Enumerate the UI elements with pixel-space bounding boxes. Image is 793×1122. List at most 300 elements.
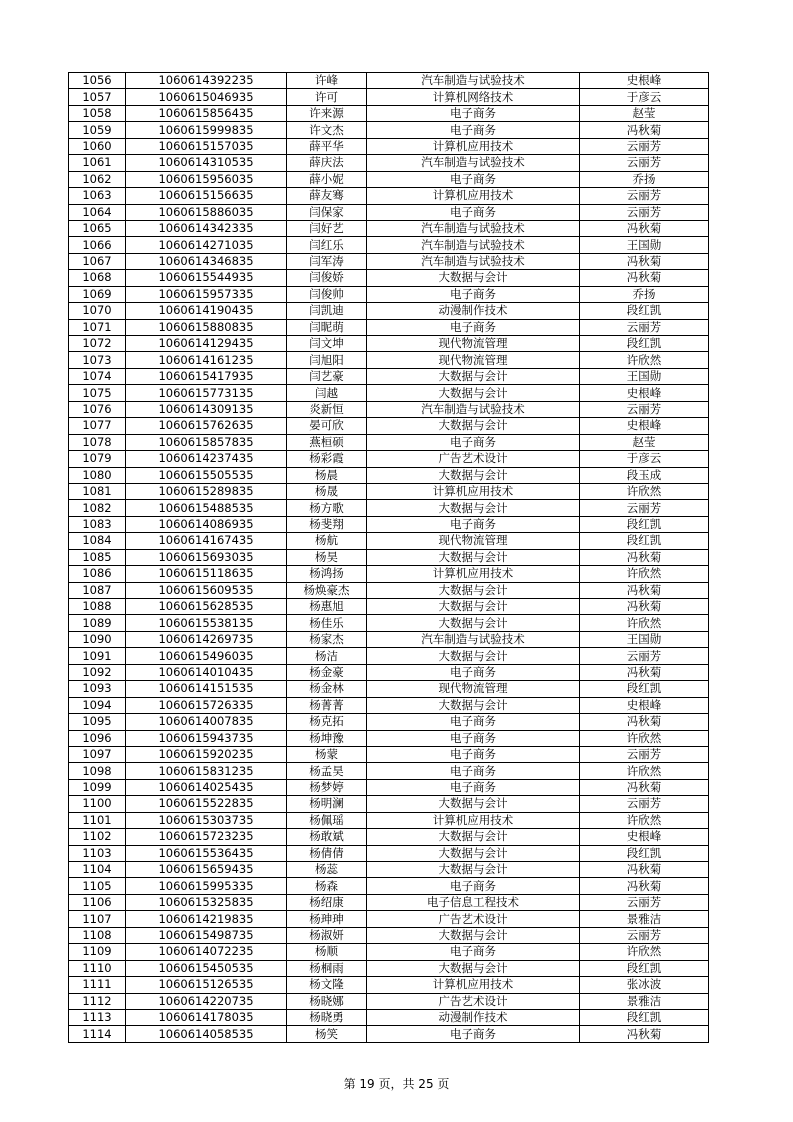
student-id-cell: 1060615831235 [126,763,287,779]
student-id-cell: 1060615289835 [126,483,287,499]
teacher-cell: 冯秋菊 [580,779,709,795]
student-id-cell: 1060615126535 [126,977,287,993]
student-id-cell: 1060615536435 [126,845,287,861]
table-row [69,533,709,549]
table-row [69,599,709,615]
teacher-cell: 王国勋 [580,237,709,253]
teacher-cell: 史根峰 [580,385,709,401]
student-name-cell: 杨绍康 [287,894,367,910]
major-cell: 大数据与会计 [367,368,580,384]
student-id-cell: 1060615498735 [126,927,287,943]
row-number-cell: 1102 [69,829,126,845]
table-row [69,1009,709,1025]
row-number-cell: 1097 [69,746,126,762]
row-number-cell: 1068 [69,270,126,286]
table-row [69,878,709,894]
major-cell: 电子信息工程技术 [367,894,580,910]
teacher-cell: 云丽芳 [580,401,709,417]
major-cell: 大数据与会计 [367,418,580,434]
table-row [69,89,709,105]
student-name-cell: 杨蕊 [287,862,367,878]
page-footer: 第 19 页，共 25 页 [343,1077,450,1091]
row-number-cell: 1090 [69,631,126,647]
teacher-cell: 段玉成 [580,467,709,483]
student-id-cell: 1060614178035 [126,1009,287,1025]
major-cell: 计算机应用技术 [367,977,580,993]
student-name-cell: 闫艺豪 [287,368,367,384]
student-name-cell: 杨晓勇 [287,1009,367,1025]
student-name-cell: 杨梦婷 [287,779,367,795]
student-name-cell: 闫保家 [287,204,367,220]
student-id-cell: 1060615886035 [126,204,287,220]
teacher-cell: 史根峰 [580,829,709,845]
teacher-cell: 冯秋菊 [580,664,709,680]
roster-body [69,73,709,1043]
table-row [69,368,709,384]
table-row [69,253,709,269]
table-row [69,944,709,960]
table-row [69,763,709,779]
student-name-cell: 杨金豪 [287,664,367,680]
table-row [69,286,709,302]
row-number-cell: 1077 [69,418,126,434]
student-name-cell: 杨昊 [287,549,367,565]
major-cell: 计算机应用技术 [367,483,580,499]
student-name-cell: 闫旭阳 [287,352,367,368]
table-row [69,73,709,89]
major-cell: 汽车制造与试验技术 [367,73,580,89]
teacher-cell: 乔扬 [580,286,709,302]
student-id-cell: 1060614342335 [126,220,287,236]
student-name-cell: 杨笑 [287,1026,367,1042]
table-row [69,993,709,1009]
student-id-cell: 1060614310535 [126,155,287,171]
student-id-cell: 1060615857835 [126,434,287,450]
student-id-cell: 1060614237435 [126,451,287,467]
major-cell: 电子商务 [367,664,580,680]
table-row [69,779,709,795]
row-number-cell: 1060 [69,138,126,154]
student-id-cell: 1060614346835 [126,253,287,269]
major-cell: 广告艺术设计 [367,993,580,1009]
teacher-cell: 史根峰 [580,73,709,89]
teacher-cell: 王国勋 [580,368,709,384]
student-name-cell: 闫越 [287,385,367,401]
student-name-cell: 许来源 [287,105,367,121]
student-id-cell: 1060614220735 [126,993,287,1009]
teacher-cell: 赵莹 [580,434,709,450]
major-cell: 电子商务 [367,1026,580,1042]
major-cell: 大数据与会计 [367,829,580,845]
row-number-cell: 1089 [69,615,126,631]
table-row [69,220,709,236]
student-name-cell: 杨桐雨 [287,960,367,976]
student-name-cell: 杨鸿扬 [287,566,367,582]
student-name-cell: 闫凯迪 [287,303,367,319]
row-number-cell: 1107 [69,911,126,927]
table-row [69,171,709,187]
table-row [69,385,709,401]
student-id-cell: 1060614058535 [126,1026,287,1042]
table-row [69,911,709,927]
row-number-cell: 1082 [69,500,126,516]
student-name-cell: 杨金林 [287,681,367,697]
table-row [69,829,709,845]
table-row [69,927,709,943]
major-cell: 大数据与会计 [367,615,580,631]
teacher-cell: 冯秋菊 [580,878,709,894]
row-number-cell: 1057 [69,89,126,105]
row-number-cell: 1086 [69,566,126,582]
student-id-cell: 1060614392235 [126,73,287,89]
major-cell: 大数据与会计 [367,385,580,401]
row-number-cell: 1091 [69,648,126,664]
major-cell: 大数据与会计 [367,697,580,713]
student-name-cell: 燕桓硕 [287,434,367,450]
table-row [69,862,709,878]
major-cell: 电子商务 [367,746,580,762]
table-row [69,270,709,286]
teacher-cell: 冯秋菊 [580,1026,709,1042]
teacher-cell: 冯秋菊 [580,270,709,286]
teacher-cell: 许欣然 [580,944,709,960]
table-row [69,746,709,762]
table-row [69,122,709,138]
major-cell: 计算机应用技术 [367,138,580,154]
student-name-cell: 杨敢斌 [287,829,367,845]
major-cell: 大数据与会计 [367,648,580,664]
major-cell: 电子商务 [367,516,580,532]
teacher-cell: 许欣然 [580,730,709,746]
student-id-cell: 1060614161235 [126,352,287,368]
student-name-cell: 闫红乐 [287,237,367,253]
student-name-cell: 许峰 [287,73,367,89]
student-name-cell: 杨顺 [287,944,367,960]
student-name-cell: 炎新恒 [287,401,367,417]
row-number-cell: 1093 [69,681,126,697]
table-row [69,188,709,204]
teacher-cell: 冯秋菊 [580,582,709,598]
teacher-cell: 赵莹 [580,105,709,121]
major-cell: 电子商务 [367,434,580,450]
major-cell: 电子商务 [367,105,580,121]
major-cell: 大数据与会计 [367,796,580,812]
table-row [69,483,709,499]
major-cell: 大数据与会计 [367,500,580,516]
student-id-cell: 1060615723235 [126,829,287,845]
major-cell: 汽车制造与试验技术 [367,237,580,253]
major-cell: 汽车制造与试验技术 [367,401,580,417]
student-name-cell: 杨文隆 [287,977,367,993]
teacher-cell: 冯秋菊 [580,599,709,615]
teacher-cell: 段红凯 [580,845,709,861]
student-id-cell: 1060615773135 [126,385,287,401]
table-row [69,401,709,417]
table-row [69,582,709,598]
row-number-cell: 1101 [69,812,126,828]
teacher-cell: 段红凯 [580,960,709,976]
major-cell: 动漫制作技术 [367,1009,580,1025]
teacher-cell: 云丽芳 [580,927,709,943]
major-cell: 动漫制作技术 [367,303,580,319]
row-number-cell: 1085 [69,549,126,565]
student-id-cell: 1060615450535 [126,960,287,976]
student-id-cell: 1060615118635 [126,566,287,582]
row-number-cell: 1063 [69,188,126,204]
table-row [69,319,709,335]
student-roster-table [68,72,709,1043]
student-id-cell: 1060615880835 [126,319,287,335]
student-id-cell: 1060615303735 [126,812,287,828]
table-row [69,631,709,647]
teacher-cell: 景雅洁 [580,993,709,1009]
row-number-cell: 1066 [69,237,126,253]
student-name-cell: 杨斐翔 [287,516,367,532]
row-number-cell: 1075 [69,385,126,401]
major-cell: 电子商务 [367,714,580,730]
student-id-cell: 1060614269735 [126,631,287,647]
table-row [69,204,709,220]
teacher-cell: 段红凯 [580,516,709,532]
student-id-cell: 1060614167435 [126,533,287,549]
row-number-cell: 1104 [69,862,126,878]
major-cell: 电子商务 [367,763,580,779]
major-cell: 电子商务 [367,779,580,795]
student-id-cell: 1060614010435 [126,664,287,680]
student-name-cell: 杨焕豪杰 [287,582,367,598]
major-cell: 广告艺术设计 [367,451,580,467]
teacher-cell: 段红凯 [580,303,709,319]
student-name-cell: 杨明澜 [287,796,367,812]
row-number-cell: 1059 [69,122,126,138]
student-name-cell: 薛友骞 [287,188,367,204]
student-id-cell: 1060615522835 [126,796,287,812]
student-id-cell: 1060615726335 [126,697,287,713]
student-id-cell: 1060615496035 [126,648,287,664]
student-name-cell: 杨克拓 [287,714,367,730]
student-id-cell: 1060615957335 [126,286,287,302]
student-name-cell: 晏可欣 [287,418,367,434]
student-name-cell: 闫军涛 [287,253,367,269]
row-number-cell: 1070 [69,303,126,319]
major-cell: 现代物流管理 [367,336,580,352]
row-number-cell: 1112 [69,993,126,1009]
student-id-cell: 1060615995335 [126,878,287,894]
row-number-cell: 1100 [69,796,126,812]
teacher-cell: 段红凯 [580,681,709,697]
student-name-cell: 许可 [287,89,367,105]
row-number-cell: 1058 [69,105,126,121]
student-id-cell: 1060615538135 [126,615,287,631]
teacher-cell: 云丽芳 [580,319,709,335]
table-row [69,336,709,352]
major-cell: 大数据与会计 [367,467,580,483]
table-row [69,845,709,861]
table-row [69,451,709,467]
row-number-cell: 1078 [69,434,126,450]
teacher-cell: 史根峰 [580,697,709,713]
student-name-cell: 薛庆法 [287,155,367,171]
row-number-cell: 1092 [69,664,126,680]
student-name-cell: 薛小妮 [287,171,367,187]
table-row [69,977,709,993]
table-row [69,237,709,253]
row-number-cell: 1084 [69,533,126,549]
student-name-cell: 杨惠旭 [287,599,367,615]
teacher-cell: 段红凯 [580,336,709,352]
row-number-cell: 1061 [69,155,126,171]
student-name-cell: 杨晓娜 [287,993,367,1009]
major-cell: 计算机应用技术 [367,566,580,582]
table-row [69,730,709,746]
row-number-cell: 1071 [69,319,126,335]
teacher-cell: 云丽芳 [580,204,709,220]
student-id-cell: 1060615628535 [126,599,287,615]
student-id-cell: 1060614271035 [126,237,287,253]
student-id-cell: 1060614007835 [126,714,287,730]
teacher-cell: 云丽芳 [580,500,709,516]
major-cell: 现代物流管理 [367,352,580,368]
row-number-cell: 1073 [69,352,126,368]
major-cell: 大数据与会计 [367,270,580,286]
row-number-cell: 1067 [69,253,126,269]
student-name-cell: 杨佩瑶 [287,812,367,828]
student-name-cell: 杨方歌 [287,500,367,516]
table-row [69,796,709,812]
teacher-cell: 冯秋菊 [580,549,709,565]
teacher-cell: 许欣然 [580,763,709,779]
table-row [69,812,709,828]
student-id-cell: 1060615659435 [126,862,287,878]
row-number-cell: 1072 [69,336,126,352]
student-name-cell: 杨洁 [287,648,367,664]
teacher-cell: 冯秋菊 [580,714,709,730]
teacher-cell: 王国勋 [580,631,709,647]
student-name-cell: 杨晟 [287,483,367,499]
student-id-cell: 1060615762635 [126,418,287,434]
student-id-cell: 1060614086935 [126,516,287,532]
row-number-cell: 1080 [69,467,126,483]
row-number-cell: 1083 [69,516,126,532]
table-row [69,105,709,121]
student-name-cell: 杨家杰 [287,631,367,647]
student-name-cell: 杨珅珅 [287,911,367,927]
teacher-cell: 云丽芳 [580,138,709,154]
table-row [69,516,709,532]
student-name-cell: 薛平华 [287,138,367,154]
teacher-cell: 段红凯 [580,1009,709,1025]
major-cell: 电子商务 [367,944,580,960]
major-cell: 电子商务 [367,878,580,894]
teacher-cell: 冯秋菊 [580,253,709,269]
student-id-cell: 1060614129435 [126,336,287,352]
major-cell: 现代物流管理 [367,533,580,549]
student-name-cell: 闫昵萌 [287,319,367,335]
major-cell: 电子商务 [367,171,580,187]
student-name-cell: 许文杰 [287,122,367,138]
row-number-cell: 1076 [69,401,126,417]
major-cell: 大数据与会计 [367,582,580,598]
row-number-cell: 1087 [69,582,126,598]
row-number-cell: 1111 [69,977,126,993]
row-number-cell: 1065 [69,220,126,236]
row-number-cell: 1062 [69,171,126,187]
major-cell: 汽车制造与试验技术 [367,631,580,647]
table-row [69,648,709,664]
student-name-cell: 杨森 [287,878,367,894]
table-row [69,138,709,154]
row-number-cell: 1095 [69,714,126,730]
major-cell: 大数据与会计 [367,549,580,565]
row-number-cell: 1099 [69,779,126,795]
student-id-cell: 1060615156635 [126,188,287,204]
teacher-cell: 云丽芳 [580,155,709,171]
row-number-cell: 1064 [69,204,126,220]
major-cell: 大数据与会计 [367,599,580,615]
major-cell: 电子商务 [367,286,580,302]
major-cell: 汽车制造与试验技术 [367,155,580,171]
student-name-cell: 杨淑妍 [287,927,367,943]
table-row [69,467,709,483]
row-number-cell: 1069 [69,286,126,302]
teacher-cell: 段红凯 [580,533,709,549]
student-id-cell: 1060615943735 [126,730,287,746]
student-id-cell: 1060615325835 [126,894,287,910]
table-row [69,155,709,171]
table-row [69,500,709,516]
student-id-cell: 1060614190435 [126,303,287,319]
table-row [69,352,709,368]
student-id-cell: 1060615505535 [126,467,287,483]
table-row [69,418,709,434]
row-number-cell: 1109 [69,944,126,960]
student-name-cell: 闫文坤 [287,336,367,352]
student-name-cell: 杨晨 [287,467,367,483]
row-number-cell: 1088 [69,599,126,615]
student-id-cell: 1060615609535 [126,582,287,598]
student-name-cell: 闫俊帅 [287,286,367,302]
student-name-cell: 杨孟昊 [287,763,367,779]
student-id-cell: 1060615999835 [126,122,287,138]
row-number-cell: 1074 [69,368,126,384]
major-cell: 大数据与会计 [367,960,580,976]
teacher-cell: 许欣然 [580,483,709,499]
major-cell: 汽车制造与试验技术 [367,253,580,269]
teacher-cell: 许欣然 [580,615,709,631]
row-number-cell: 1110 [69,960,126,976]
student-name-cell: 杨倩倩 [287,845,367,861]
teacher-cell: 许欣然 [580,352,709,368]
teacher-cell: 冯秋菊 [580,220,709,236]
teacher-cell: 乔扬 [580,171,709,187]
teacher-cell: 许欣然 [580,566,709,582]
row-number-cell: 1096 [69,730,126,746]
row-number-cell: 1081 [69,483,126,499]
student-id-cell: 1060615856435 [126,105,287,121]
teacher-cell: 景雅洁 [580,911,709,927]
major-cell: 电子商务 [367,204,580,220]
major-cell: 计算机应用技术 [367,188,580,204]
row-number-cell: 1103 [69,845,126,861]
row-number-cell: 1106 [69,894,126,910]
teacher-cell: 于彦云 [580,89,709,105]
student-id-cell: 1060615157035 [126,138,287,154]
teacher-cell: 于彦云 [580,451,709,467]
table-row [69,1026,709,1042]
major-cell: 电子商务 [367,319,580,335]
table-row [69,664,709,680]
major-cell: 计算机应用技术 [367,812,580,828]
